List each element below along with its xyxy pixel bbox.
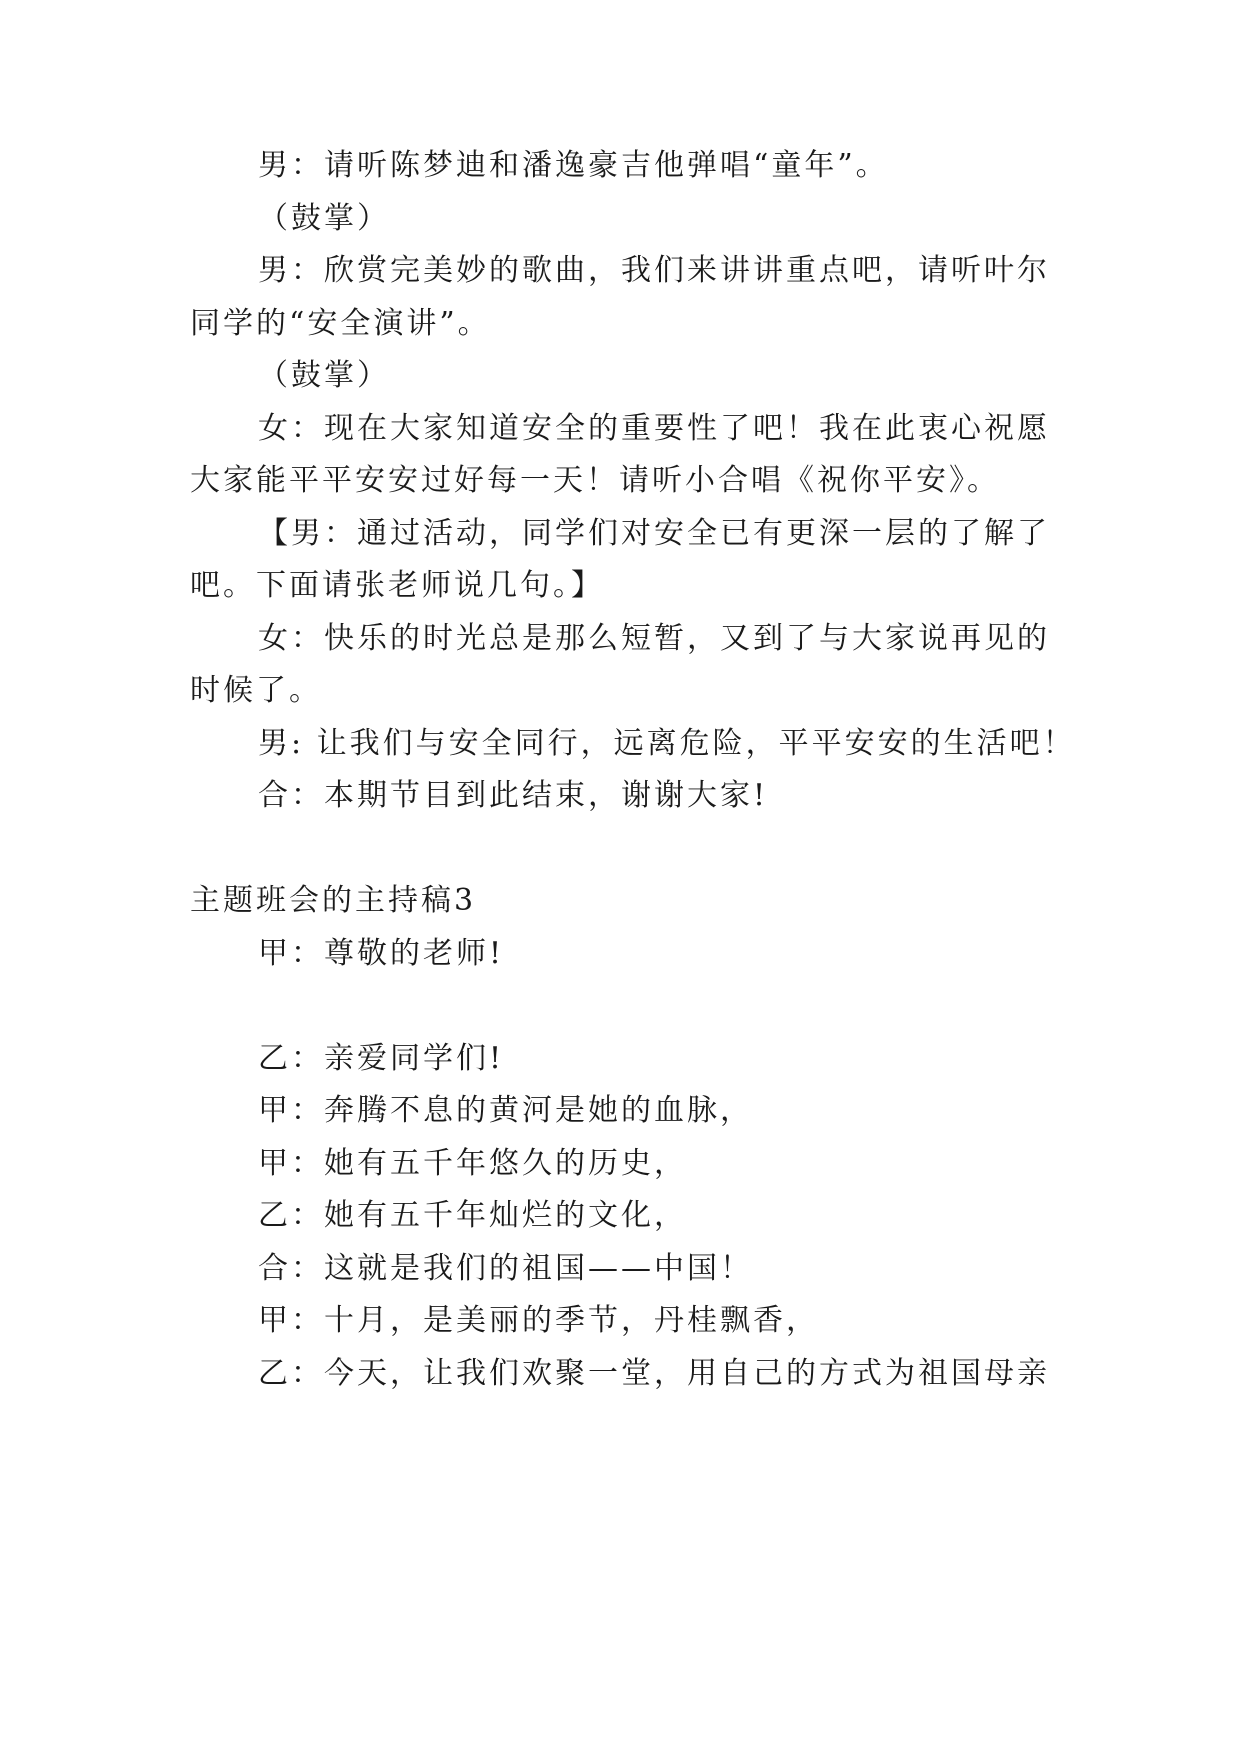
text-line: 甲：奔腾不息的黄河是她的血脉， <box>258 1093 753 1128</box>
text-line: 乙：亲爱同学们! <box>258 1041 505 1076</box>
text-line: 甲：尊敬的老师! <box>258 936 505 971</box>
text-line: （鼓掌） <box>258 358 390 393</box>
text-line: （鼓掌） <box>258 201 390 236</box>
text-line: 甲：十月，是美丽的季节，丹桂飘香， <box>258 1303 819 1338</box>
text-line: 吧。下面请张老师说几句。】 <box>190 568 604 603</box>
text-line: 乙：今天，让我们欢聚一堂，用自己的方式为祖国母亲 <box>258 1356 1050 1391</box>
text-line: 合：这就是我们的祖国——中国！ <box>258 1251 753 1286</box>
section-heading: 主题班会的主持稿3 <box>190 883 477 918</box>
text-line: 女：快乐的时光总是那么短暂，又到了与大家说再见的 <box>258 621 1050 656</box>
text-line: 甲：她有五千年悠久的历史， <box>258 1146 687 1181</box>
text-line: 男: 让我们与安全同行，远离危险，平平安安的生活吧！ <box>258 726 1076 761</box>
text-line: 【男：通过活动，同学们对安全已有更深一层的了解了 <box>258 516 1050 551</box>
text-line: 合：本期节目到此结束，谢谢大家! <box>258 778 769 813</box>
text-line: 时候了。 <box>190 673 322 708</box>
text-line: 男：请听陈梦迪和潘逸豪吉他弹唱“童年”。 <box>258 148 889 183</box>
text-line: 男：欣赏完美妙的歌曲，我们来讲讲重点吧，请听叶尔 <box>258 253 1050 288</box>
text-line: 乙：她有五千年灿烂的文化， <box>258 1198 687 1233</box>
text-line: 大家能平平安安过好每一天！请听小合唱《祝你平安》。 <box>190 463 1000 498</box>
text-line: 同学的“安全演讲”。 <box>190 306 491 341</box>
text-line: 女：现在大家知道安全的重要性了吧！我在此衷心祝愿 <box>258 411 1050 446</box>
